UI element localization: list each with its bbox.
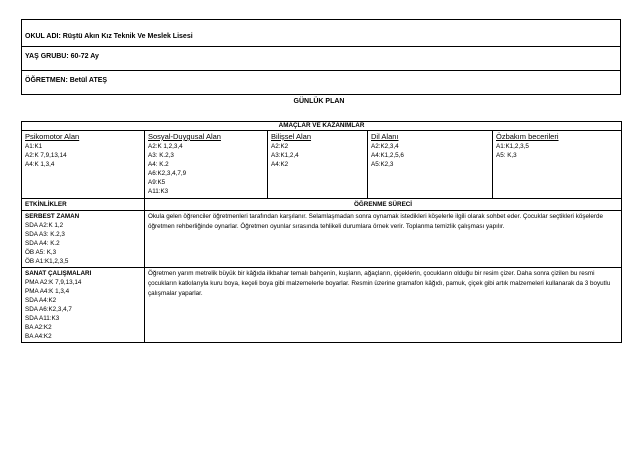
area-title: Psikomotor Alan (25, 132, 80, 141)
activity-code: ÖB A1:K1,2,3,5 (25, 258, 69, 265)
area-item: A1:K1,2,3,5 (496, 143, 529, 150)
age-group: YAŞ GRUBU: 60-72 Ay (25, 53, 99, 60)
activity-code: SDA A11:K3 (25, 315, 60, 322)
plan-title: GÜNLÜK PLAN (293, 98, 345, 105)
area-item: A2:K2,3,4 (371, 143, 399, 150)
area-item: A2:K2 (271, 143, 289, 150)
area-item: A5:K2,3 (371, 161, 394, 168)
plan-table (21, 121, 622, 343)
activity-code: SDA A4:K2 (25, 297, 57, 304)
area-cognitive (268, 131, 368, 199)
area-item: A4:K 1,3,4 (25, 161, 55, 168)
activity-description: Okula gelen öğrenciler öğretmenleri tarafından karşılanır. Selamlaşmadan sonra oynamak istedikleri köşelerle ilgili olarak sohbet eder. Çocuklar seçtikleri köşelerde öğretmen rehberliğinde oynarlar. Öğretmen oyunlar sırasında tehlikeli durumlara örnek verir. Toplanma temizlik çalışması yapılır. (145, 211, 622, 268)
area-social-emotional (145, 131, 268, 199)
area-item: A2:K 7,9,13,14 (25, 152, 67, 159)
area-item: A11:K3 (148, 188, 169, 195)
activity-code: BA A2:K2 (25, 324, 52, 331)
divider (22, 46, 620, 47)
area-item: A5: K,3 (496, 152, 517, 159)
area-item: A4: K.2 (148, 161, 169, 168)
activity-description: Öğretmen yarım metrelik büyük bir kâğıda ilkbahar temalı bahçenin, kuşların, ağaçların, çiçeklerin, çocukların olduğu bir resim çizer. Daha sonra çizilen bu resmi çocukların katkılarıyla kuru boya, keçeli boya gibi malzemelerle boyarlar. Resmin üzerine gramafon kâğıdı, pamuk, çiçek gibi artık malzemeleri kullanarak da 3 boyutlu çalışmalar yaparlar. (145, 268, 622, 343)
area-item: A6:K2,3,4,7,9 (148, 170, 187, 177)
area-item: A2:K 1,2,3,4 (148, 143, 183, 150)
activity-code: SDA A2:K 1,2 (25, 222, 64, 229)
school-name: OKUL ADI: Rüştü Akın Kız Teknik Ve Meslek Lisesi (25, 33, 193, 40)
school-info-box (21, 19, 621, 95)
activity-codes-free-time (22, 211, 145, 268)
area-language (368, 131, 493, 199)
activity-code: PMA A2:K 7,9,13,14 (25, 279, 82, 286)
activity-code: SDA A4: K.2 (25, 240, 60, 247)
activities-header: ETKİNLİKLER (22, 199, 145, 211)
area-item: A4:K1,2,5,6 (371, 152, 404, 159)
area-title: Bilişsel Alan (271, 132, 312, 141)
area-item: A9:K5 (148, 179, 166, 186)
area-item: A3: K.2,3 (148, 152, 174, 159)
activity-code: BA A4:K2 (25, 333, 52, 340)
activity-codes-art (22, 268, 145, 343)
area-title: Özbakım becerileri (496, 132, 559, 141)
activity-name: SANAT ÇALIŞMALARI (25, 270, 92, 277)
learning-process-header: ÖĞRENME SÜRECİ (145, 199, 622, 211)
activity-code: SDA A6:K2,3,4,7 (25, 306, 72, 313)
area-item: A3:K1,2,4 (271, 152, 299, 159)
activity-code: ÖB A5: K,3 (25, 249, 57, 256)
activity-code: SDA A3: K.2,3 (25, 231, 65, 238)
activity-name: SERBEST ZAMAN (25, 213, 80, 220)
area-title: Dil Alanı (371, 132, 399, 141)
area-item: A4:K2 (271, 161, 289, 168)
objectives-title: AMAÇLAR VE KAZANIMLAR (22, 122, 622, 131)
area-psychomotor (22, 131, 145, 199)
area-item: A1:K1 (25, 143, 43, 150)
area-self-care (493, 131, 622, 199)
teacher-name: ÖĞRETMEN: Betül ATEŞ (25, 77, 108, 84)
activity-code: PMA A4:K 1,3,4 (25, 288, 70, 295)
divider (22, 70, 620, 71)
area-title: Sosyal-Duygusal Alan (148, 132, 221, 141)
